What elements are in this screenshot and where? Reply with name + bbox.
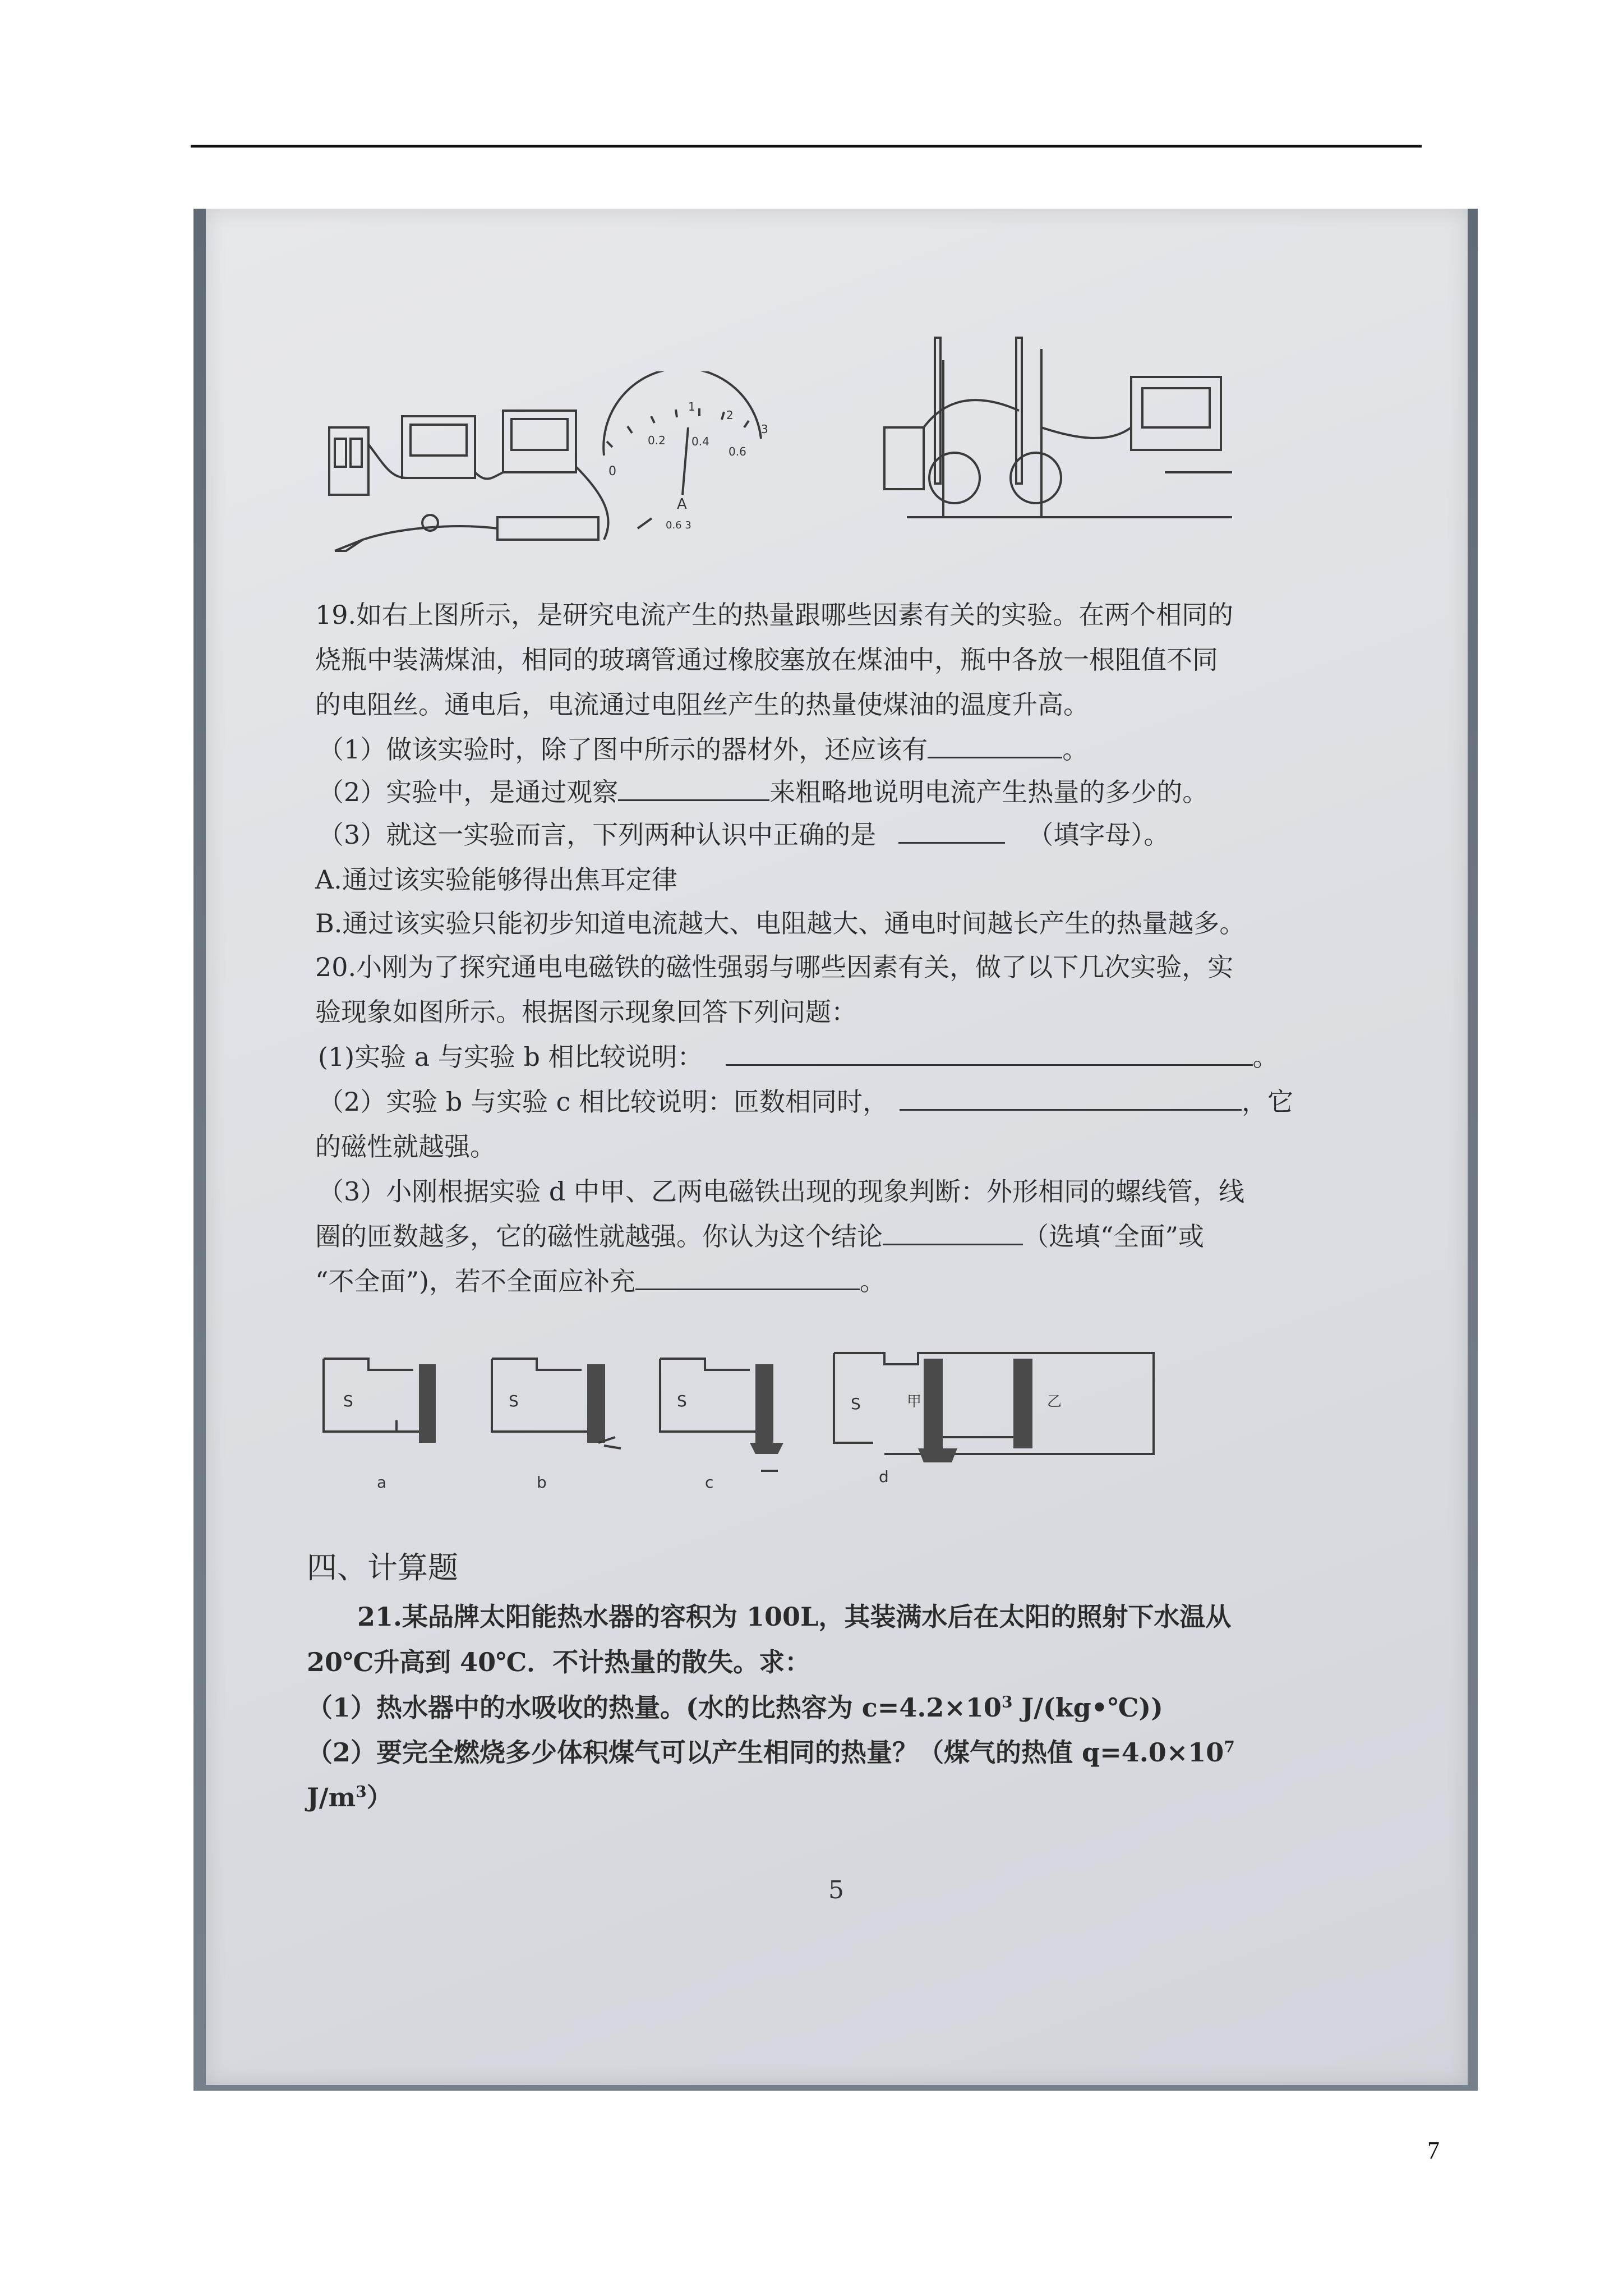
- q19-part1-text: （1）做该实验时，除了图中所示的器材外，还应该有: [318, 734, 928, 765]
- meter-tick-2: 2: [726, 408, 734, 422]
- photo-of-exam-sheet: [193, 209, 1478, 2091]
- q19-option-a: A.通过该实验能够得出焦耳定律: [315, 864, 677, 895]
- q20-part3-blank1[interactable]: [883, 1222, 1023, 1245]
- q19-part2-text: （2）实验中，是通过观察: [318, 777, 619, 807]
- q20-part1-end: 。: [1252, 1042, 1279, 1072]
- q19-part1: [318, 729, 1088, 766]
- q19-part3-end: （填字母）。: [1027, 820, 1170, 850]
- q19-option-b: B.通过该实验只能初步知道电流越大、电阻越大、通电时间越长产生的热量越多。: [315, 908, 1246, 938]
- q20-part2-end: ，它: [1241, 1087, 1293, 1117]
- q20-part1: [318, 1037, 1279, 1074]
- switch-label-b: S: [509, 1392, 519, 1410]
- q20-line1: 20.小刚为了探究通电电磁铁的磁性强弱与哪些因素有关，做了以下几次实验，实: [315, 952, 1234, 982]
- q19-line2: 烧瓶中装满煤油，相同的玻璃管通过橡胶塞放在煤油中，瓶中各放一根阻值不同: [315, 645, 1218, 675]
- exam-sheet: [206, 209, 1468, 2085]
- q21-part2: [307, 1732, 1235, 1769]
- q21-part3-text: J/m: [307, 1782, 356, 1812]
- label-c: c: [705, 1473, 714, 1492]
- q20-part3-line1: （3）小刚根据实验 d 中甲、乙两电磁铁出现的现象判断：外形相同的螺线管，线: [318, 1176, 1244, 1207]
- meter-tick-02: 0.2: [648, 434, 666, 447]
- q19-part3: [318, 815, 1169, 852]
- meter-letter: A: [677, 496, 687, 513]
- q21-part2-unit: [307, 1777, 393, 1814]
- q20-part3-line2-end: （选填“全面”或: [1023, 1221, 1205, 1251]
- q20-line2: 验现象如图所示。根据图示现象回答下列问题：: [315, 997, 857, 1027]
- q21-line2: 20℃升高到 40℃．不计热量的散失。求：: [307, 1647, 811, 1677]
- meter-tick-04: 0.4: [691, 435, 709, 448]
- q20-part2-continued: 的磁性就越强。: [315, 1131, 496, 1162]
- q21-part1-sup: 3: [1001, 1692, 1013, 1711]
- section-four-title: 四、计算题: [307, 1550, 458, 1585]
- figure-electromagnet-experiments: [312, 1342, 1176, 1510]
- q19-line1: 19.如右上图所示，是研究电流产生的热量跟哪些因素有关的实验。在两个相同的: [315, 600, 1234, 630]
- q21-part3-end: ）: [366, 1782, 393, 1812]
- q21-part1-text: （1）热水器中的水吸收的热量。(水的比热容为 c=4.2×10: [307, 1692, 1002, 1723]
- q20-part2: [318, 1082, 1293, 1119]
- meter-terminals: 0.6 3: [666, 519, 691, 531]
- q19-part2-blank[interactable]: [618, 778, 769, 801]
- q19-part1-blank[interactable]: [928, 735, 1062, 758]
- q20-part3-line3-end: 。: [859, 1266, 886, 1296]
- label-jia: 甲: [907, 1393, 922, 1410]
- meter-tick-3: 3: [761, 422, 768, 436]
- experiment-b: [492, 1359, 621, 1492]
- experiment-a: [324, 1359, 436, 1492]
- meter-tick-06: 0.6: [728, 445, 746, 458]
- meter-tick-1: 1: [688, 400, 695, 413]
- q20-part3-line2: [315, 1216, 1204, 1253]
- q21-part2-text: （2）要完全燃烧多少体积煤气可以产生相同的热量？（煤气的热值 q=4.0×10: [307, 1737, 1224, 1768]
- q20-part3-line3-text: “不全面”)，若不全面应补充: [315, 1266, 635, 1296]
- q21-line1: 21.某品牌太阳能热水器的容积为 100L，其装满水后在太阳的照射下水温从: [357, 1602, 1232, 1632]
- q19-part3-text: （3）就这一实验而言，下列两种认识中正确的是: [318, 820, 877, 850]
- q20-part1-text: (1)实验 a 与实验 b 相比较说明：: [318, 1042, 703, 1072]
- page-number: 7: [1427, 2137, 1440, 2164]
- figure-flasks-apparatus: [873, 304, 1266, 540]
- q21-part1: [307, 1687, 1163, 1724]
- header-rule: [191, 145, 1422, 148]
- q19-line3: 的电阻丝。通电后，电流通过电阻丝产生的热量使煤油的温度升高。: [315, 689, 1089, 720]
- label-b: b: [537, 1473, 547, 1492]
- q19-part1-end: 。: [1062, 734, 1089, 765]
- q19-part2-end: 来粗略地说明电流产生热量的多少的。: [769, 777, 1209, 807]
- sheet-page-number: 5: [828, 1876, 844, 1904]
- q20-part3-line2-text: 圈的匝数越多，它的磁性就越强。你认为这个结论: [315, 1221, 883, 1251]
- switch-label-c: S: [677, 1392, 687, 1410]
- meter-tick-0: 0: [608, 464, 616, 478]
- q20-part1-blank[interactable]: [726, 1043, 1253, 1066]
- q21-part2-sup: 7: [1224, 1737, 1235, 1756]
- q20-part2-text: （2）实验 b 与实验 c 相比较说明：匝数相同时，: [318, 1087, 888, 1117]
- q20-part2-blank[interactable]: [900, 1088, 1242, 1111]
- q19-part3-blank[interactable]: [898, 821, 1005, 844]
- q21-part1-end: J/(kg•℃)): [1012, 1692, 1163, 1723]
- label-d: d: [879, 1467, 889, 1486]
- figure-ammeter-dial: [582, 371, 783, 540]
- q20-part3-blank2[interactable]: [635, 1267, 860, 1290]
- label-a: a: [377, 1473, 387, 1492]
- q20-part3-line3: [315, 1261, 886, 1298]
- label-yi: 乙: [1047, 1393, 1062, 1410]
- experiment-d: [834, 1353, 1154, 1486]
- switch-label-d: S: [851, 1395, 861, 1413]
- q19-part2: [318, 772, 1208, 809]
- experiment-c: [660, 1359, 783, 1492]
- q21-part3-sup: 3: [356, 1782, 367, 1801]
- switch-label-a: S: [343, 1392, 353, 1410]
